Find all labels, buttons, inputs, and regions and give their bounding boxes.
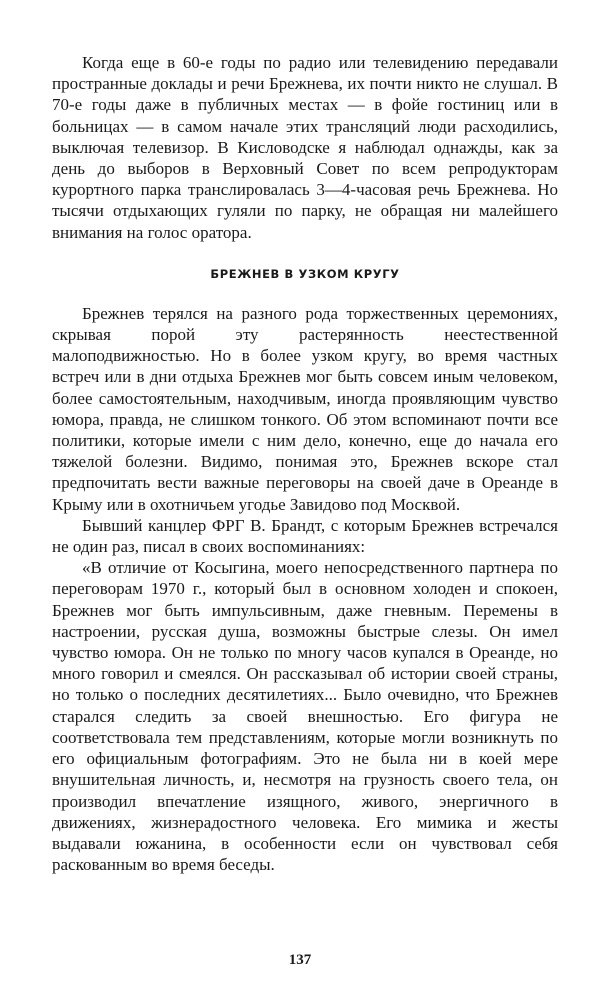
paragraph-ceremonies: Брежнев терялся на разного рода торжественных церемониях, скрывая порой эту растерянность неестественной малоподвижностью. Но в более узком кругу, во время частных встреч или в дни отдыха Брежнев мог быть совсем иным человеком, более самостоятельным, находчивым, иногда проявляющим чувство юмора, правда, не слишком тонкого. Об этом вспоминают почти все политики, которые имели с ним дело, конечно, еще до начала его тяжелой болезни. Видимо, понимая это, Брежнев вскоре стал предпочитать вести важные переговоры на своей даче в Ореанде в Крыму или в охотничьем угодье Завидово под Москвой. (52, 303, 558, 514)
paragraph-brandt-quote: «В отличие от Косыгина, моего непосредственного партнера по переговорам 1970 г., который был в основном холоден и спокоен, Брежнев мог быть импульсивным, даже гневным. Перемены в настроении, русская душа, возможны быстрые слезы. Он имел чувство юмора. Он не только по многу часов купался в Ореанде, но много говорил и смеялся. Он рассказывал об истории своей страны, но только о последних десятилетиях... Было очевидно, что Брежнев старался следить за своей внешностью. Его фигура не соответствовала тем представлениям, которые могли возникнуть по его официальным фотографиям. Это не была ни в коей мере внушительная личность, и, несмотря на грузность своего тела, он производил впечатление изящного, живого, энергичного в движениях, жизнерадостного человека. Его мимика и жесты выдавали южанина, в особенности если он чувствовал себя раскованным во время беседы. (52, 558, 558, 875)
paragraph-radio-tv: Когда еще в 60-е годы по радио или телевидению передавали пространные доклады и речи Брежнева, их почти никто не слушал. В 70-е годы даже в публичных местах — в фойе гостиниц или в больницах — в самом начале этих трансляций люди расходились, выключая телевизор. В Кисловодске я наблюдал однажды, как за день до выборов в Верховный Совет по всем репродукторам курортного парка транслировалась 3—4-часовая речь Брежнева. Но тысячи отдыхающих гуляли по парку, не обращая ни малейшего внимания на голос оратора. (52, 53, 558, 242)
paragraph-brandt-intro: Бывший канцлер ФРГ В. Брандт, с которым Брежнев встречался не один раз, писал в своих воспоминаниях: (52, 515, 558, 557)
section-heading: БРЕЖНЕВ В УЗКОМ КРУГУ (210, 266, 400, 281)
page-number: 137 (288, 952, 312, 968)
page-body (52, 52, 558, 875)
